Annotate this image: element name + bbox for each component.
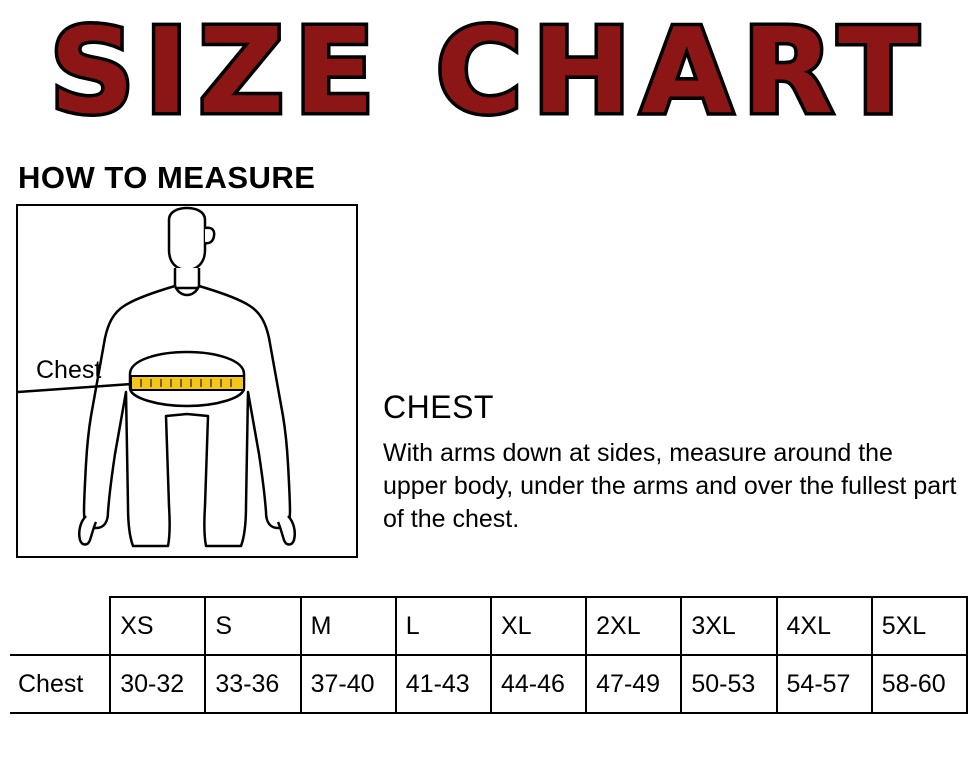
table-header-cell: 2XL xyxy=(586,597,681,655)
table-header-cell: XL xyxy=(491,597,586,655)
chest-description-title: CHEST xyxy=(383,389,494,425)
table-cell: 37-40 xyxy=(301,655,396,713)
table-cell: 58-60 xyxy=(872,655,967,713)
measurement-diagram-box xyxy=(16,204,358,558)
table-header-cell: 4XL xyxy=(777,597,872,655)
table-header-cell: S xyxy=(205,597,300,655)
chest-measure-label: Chest xyxy=(36,356,102,384)
chest-description-body: With arms down at sides, measure around the upper body, under the arms and over the fullest part of the chest. xyxy=(383,439,957,534)
table-header-cell: 5XL xyxy=(872,597,967,655)
table-header-cell: 3XL xyxy=(681,597,776,655)
table-header-cell: M xyxy=(301,597,396,655)
table-cell: 33-36 xyxy=(205,655,300,713)
size-table-container xyxy=(10,596,968,714)
table-header-row xyxy=(10,597,967,655)
table-cell: 30-32 xyxy=(110,655,205,713)
table-header-cell: L xyxy=(396,597,491,655)
table-cell: 41-43 xyxy=(396,655,491,713)
table-cell: 44-46 xyxy=(491,655,586,713)
table-cell: 54-57 xyxy=(777,655,872,713)
table-cell: 47-49 xyxy=(586,655,681,713)
torso-figure-icon xyxy=(18,206,356,556)
table-corner-cell xyxy=(10,597,110,655)
size-chart-title-graphic xyxy=(0,0,978,148)
size-table xyxy=(10,596,968,714)
how-to-measure-heading: HOW TO MEASURE xyxy=(18,160,316,195)
chest-description xyxy=(383,390,963,536)
table-header-cell: XS xyxy=(110,597,205,655)
table-row xyxy=(10,655,967,713)
page-title-block xyxy=(0,0,978,148)
page-title: SIZE CHART xyxy=(49,2,929,140)
table-cell: 50-53 xyxy=(681,655,776,713)
table-row-label: Chest xyxy=(10,655,110,713)
